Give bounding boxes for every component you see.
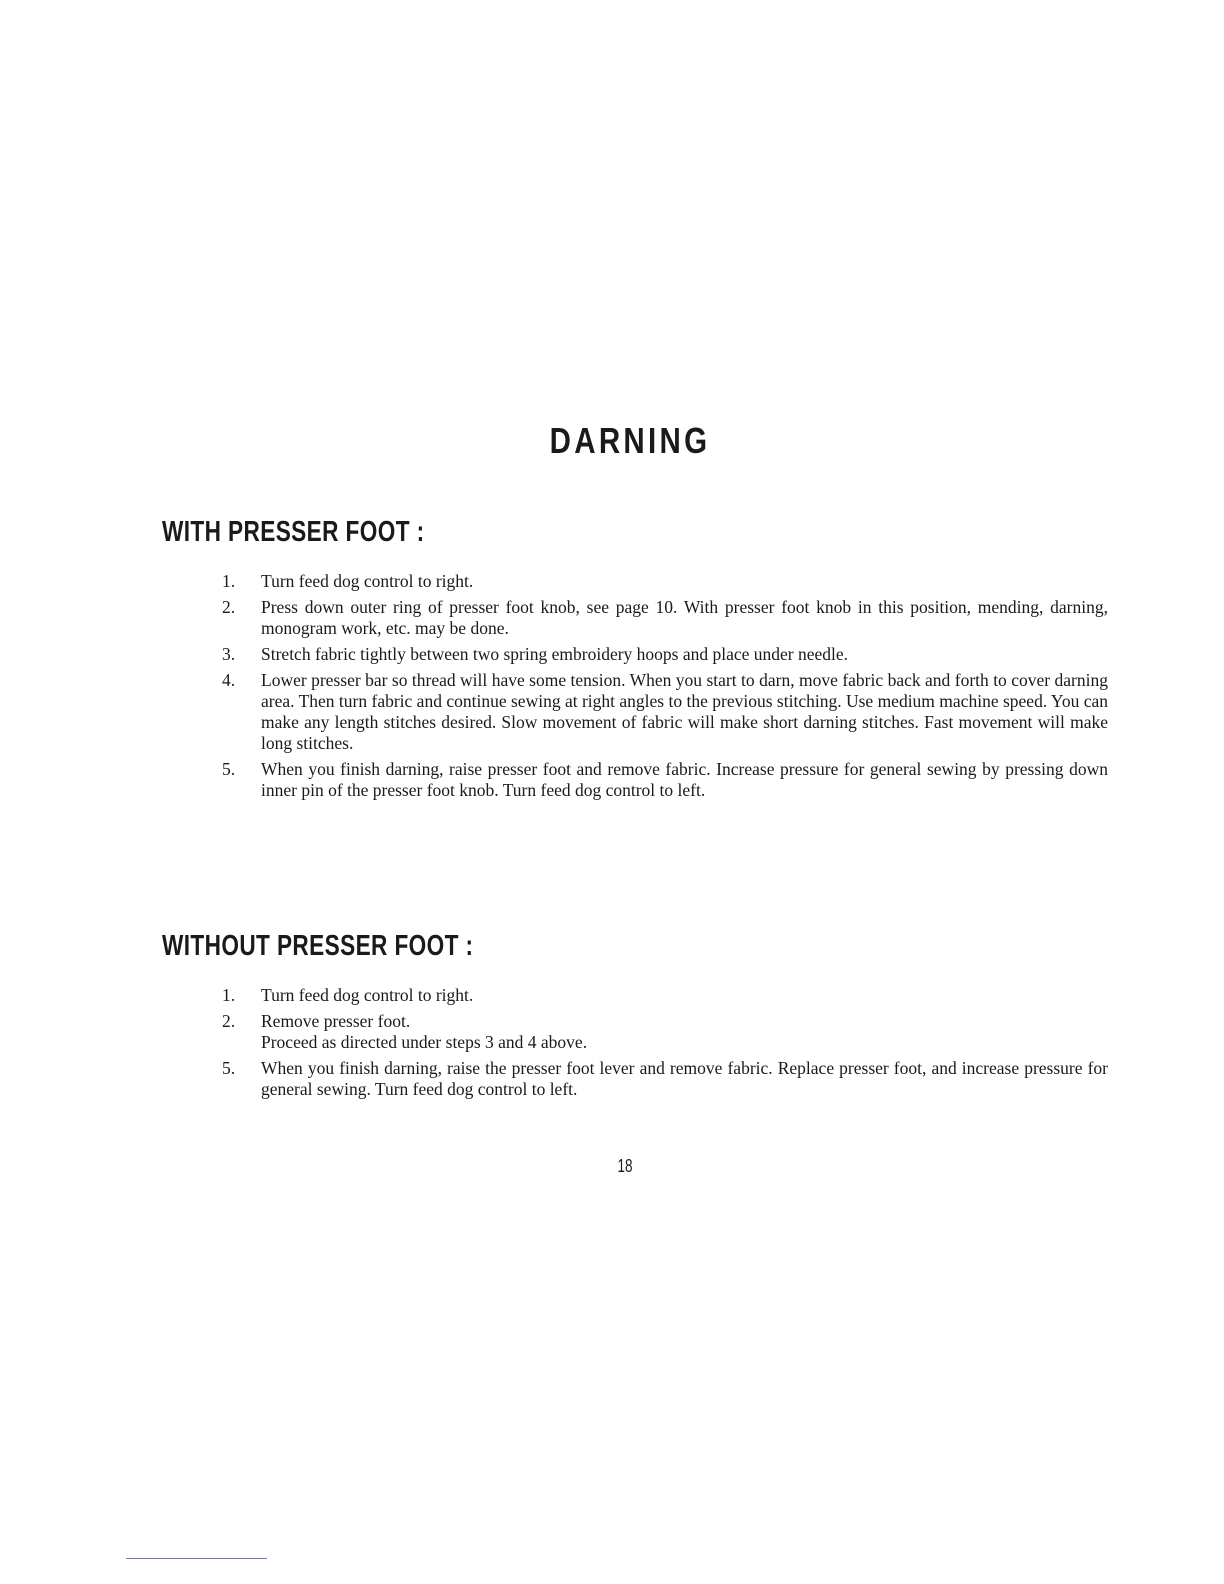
section-heading-without-presser-foot: WITHOUT PRESSER FOOT :: [162, 930, 474, 962]
list-item: [222, 1058, 1108, 1100]
footnote-divider: [126, 1558, 267, 1559]
page-title: DARNING: [549, 420, 711, 461]
step-text: Press down outer ring of presser foot knob, see page 10. With presser foot knob in this position, mending, darning, monogram work, etc. may be done.: [261, 597, 1108, 638]
step-text: Proceed as directed under steps 3 and 4 above.: [261, 1032, 588, 1052]
step-text: When you finish darning, raise the presser foot lever and remove fabric. Replace presser foot, and increase pressure for general sewing. Turn feed dog control to left.: [261, 1058, 1108, 1099]
list-item: [222, 597, 1108, 639]
step-text: When you finish darning, raise presser foot and remove fabric. Increase pressure for general sewing by pressing down inner pin of the presser foot knob. Turn feed dog control to left.: [261, 759, 1108, 800]
steps-list-without-presser-foot: [222, 985, 1108, 1105]
step-number: 4.: [222, 670, 236, 690]
step-text: Turn feed dog control to right.: [261, 985, 474, 1005]
step-text: Lower presser bar so thread will have some tension. When you start to darn, move fabric back and forth to cover darning area. Then turn fabric and continue sewing at right angles to the previous stitching. Use medium machine speed. You can make any length stitches desired. Slow movement of fabric will make short darning stitches. Fast movement will make long stitches.: [261, 670, 1108, 753]
step-text: Remove presser foot.: [261, 1011, 411, 1031]
list-item: [222, 670, 1108, 754]
steps-list-with-presser-foot: [222, 571, 1108, 806]
step-text: Stretch fabric tightly between two spring embroidery hoops and place under needle.: [261, 644, 849, 664]
step-text: Turn feed dog control to right.: [261, 571, 474, 591]
step-number: 5.: [222, 759, 236, 779]
list-item: [222, 571, 1108, 592]
list-item: [222, 1032, 1108, 1053]
step-number: 1.: [222, 985, 236, 1005]
page-number: 18: [617, 1156, 633, 1176]
list-item: [222, 759, 1108, 801]
list-item: [222, 985, 1108, 1006]
step-number: 2.: [222, 597, 236, 617]
step-number: 2.: [222, 1011, 236, 1031]
section-heading-with-presser-foot: WITH PRESSER FOOT :: [162, 516, 425, 548]
step-number: 1.: [222, 571, 236, 591]
list-item: [222, 644, 1108, 665]
step-number: 5.: [222, 1058, 236, 1078]
step-number: 3.: [222, 644, 236, 664]
list-item: [222, 1011, 1108, 1032]
